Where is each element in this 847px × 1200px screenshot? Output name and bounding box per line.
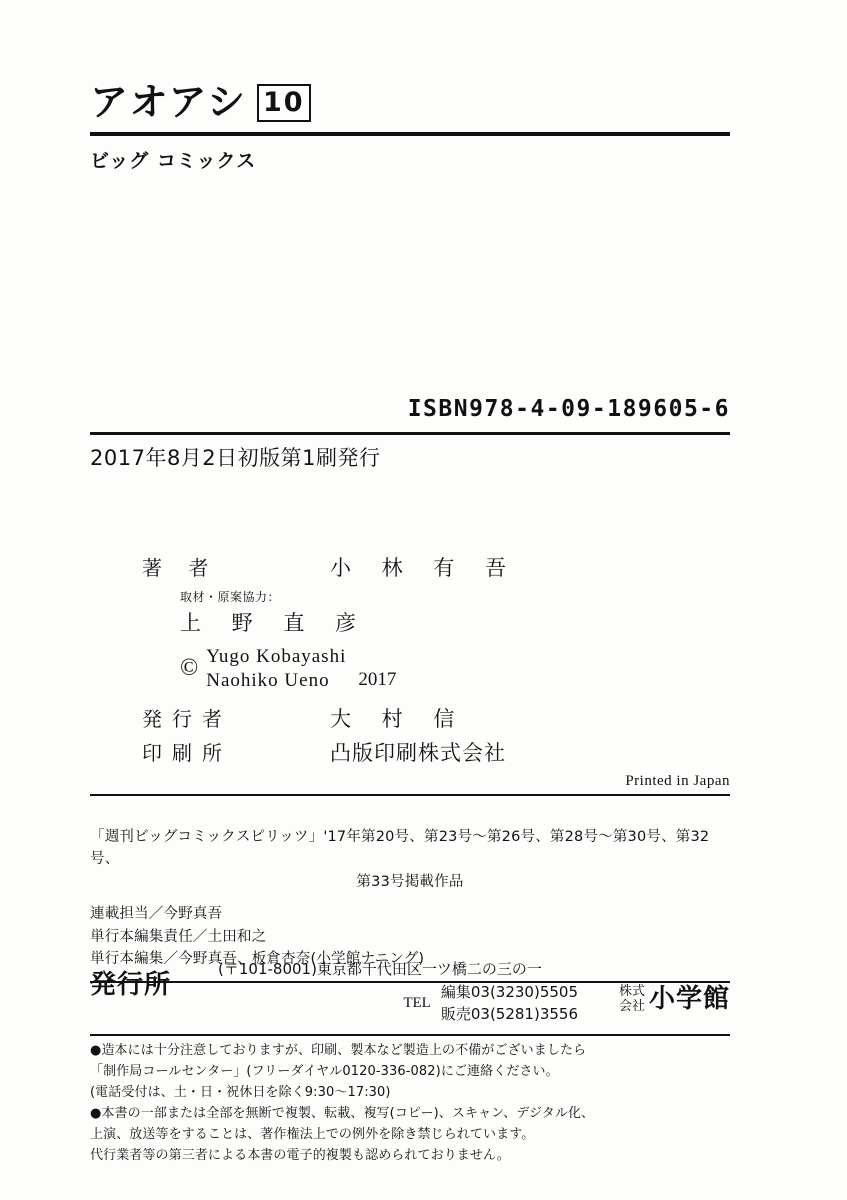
staff-line-3: 単行本編集／今野真吾、板倉杏奈(小学館ナニング) — [90, 951, 425, 968]
credit-label-publisher-person: 発行者 — [142, 706, 232, 731]
serialization-line-1: 「週刊ビッグコミックスピリッツ」'17年第20号、第23号〜第26号、第28号〜第30号、第32号、 — [90, 829, 710, 868]
printed-in-japan: Printed in Japan — [625, 772, 730, 789]
title-divider — [90, 132, 730, 136]
publisher-address: (〒101-8001)東京都千代田区一ツ橋二の三の一 — [218, 960, 542, 978]
series-title: アオアシ — [90, 80, 247, 124]
disclaimer-line-2: 「制作局コールセンター」(フリーダイヤル0120-336-082)にご連絡ください。 — [90, 1064, 559, 1080]
isbn-divider — [90, 432, 730, 435]
disclaimer-line-5: 上演、放送等をすることは、著作権法上での例外を除き禁じられています。 — [90, 1127, 535, 1143]
company-prefix-line-1: 株式 — [618, 984, 645, 1000]
company-name: 小学館 — [648, 984, 730, 1014]
company-prefix-line-2: 会社 — [618, 999, 645, 1015]
credit-label-printer: 印刷所 — [142, 740, 232, 765]
staff-line-1: 連載担当／今野真吾 — [90, 906, 223, 923]
credits-divider — [90, 794, 730, 796]
publisher-logo — [578, 958, 730, 1015]
copyright-names — [206, 645, 346, 693]
publisher-contact — [218, 958, 578, 1026]
title-block — [90, 82, 730, 173]
disclaimer-block — [90, 1040, 730, 1166]
isbn-number: ISBN978-4-09-189605-6 — [407, 396, 730, 422]
publisher-label: 発行所 — [90, 970, 172, 1000]
volume-number-badge: 10 — [257, 84, 311, 122]
disclaimer-line-4: ●本書の一部または全部を無断で複製、転載、複写(コピー)、スキャン、デジタル化、 — [90, 1106, 595, 1122]
company-type-prefix — [619, 985, 645, 1015]
copyright-name-2: Naohiko Ueno — [206, 669, 330, 691]
cooperation-block — [90, 588, 730, 637]
series-title-row — [90, 82, 730, 124]
cooperation-note: 取材・原案協力： — [180, 590, 281, 604]
telephone-row — [218, 981, 578, 1026]
imprint-label: ビッグ コミックス — [90, 149, 257, 172]
isbn-block — [90, 396, 730, 472]
tel-numbers — [441, 981, 578, 1026]
disclaimer-line-3: (電話受付は、土・日・祝休日を除く9:30〜17:30) — [90, 1085, 391, 1101]
credit-value-publisher-person: 大 村 信 — [330, 706, 467, 731]
tel-editorial: 編集03(3230)5505 — [440, 982, 578, 1001]
credit-value-author: 小 林 有 吾 — [330, 556, 519, 580]
publisher-divider — [90, 1034, 730, 1036]
staff-line-2: 単行本編集責任／土田和之 — [90, 928, 267, 945]
copyright-name-1: Yugo Kobayashi — [206, 646, 347, 667]
cooperation-name: 上 野 直 彦 — [180, 611, 369, 635]
copyright-icon: © — [180, 655, 199, 682]
credit-row-author — [90, 552, 730, 582]
credit-row-printer — [90, 737, 730, 767]
publisher-block — [90, 950, 730, 1042]
credit-value-printer: 凸版印刷株式会社 — [330, 740, 506, 765]
tel-label: TEL — [403, 994, 431, 1011]
tel-sales: 販売03(5281)3556 — [440, 1005, 578, 1023]
publication-date: 2017年8月2日初版第1刷発行 — [90, 446, 381, 470]
disclaimer-line-1: ●造本には十分注意しておりますが、印刷、製本など製造上の不備がございましたら — [90, 1043, 587, 1058]
credit-row-publisher-person — [90, 703, 730, 733]
disclaimer-line-6: 代行業者等の第三者による本書の電子的複製も認められておりません。 — [90, 1148, 510, 1164]
serialization-line-2: 第33号掲載作品 — [356, 873, 464, 890]
copyright-year: 2017 — [358, 668, 397, 690]
copyright-block — [90, 645, 730, 693]
credit-label-author: 著 者 — [142, 556, 219, 580]
credits-table — [90, 552, 730, 802]
publisher-row — [90, 958, 730, 1026]
